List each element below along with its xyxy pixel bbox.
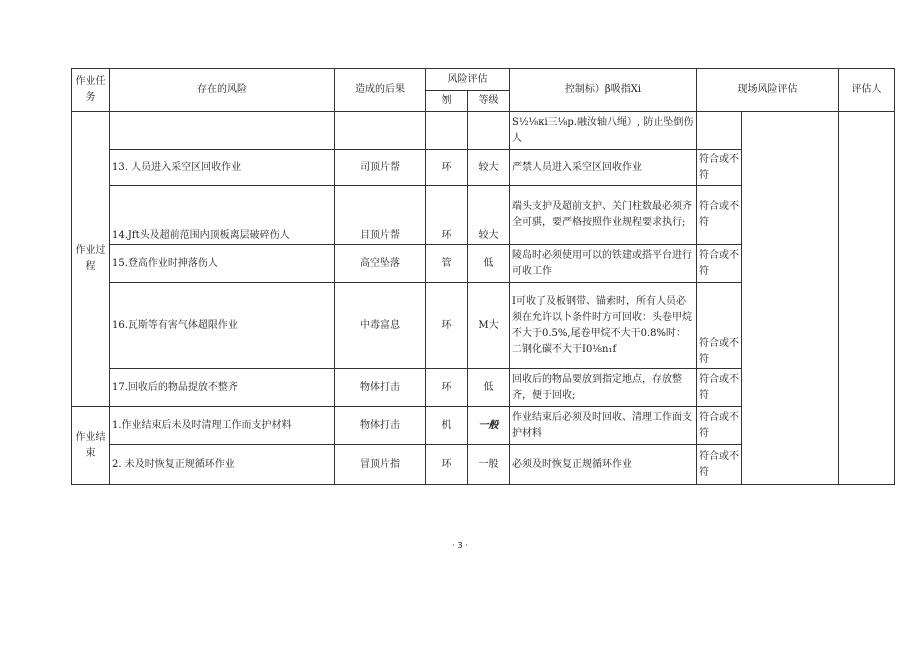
eval-cell: 环: [426, 445, 468, 485]
eval-cell: 环: [426, 283, 468, 369]
result-cell: 符合或不符: [697, 245, 742, 283]
level-cell: 低: [468, 245, 510, 283]
group-label-process: 作业过程: [72, 112, 110, 407]
result-cell: 符合或不符: [697, 283, 742, 369]
control-cell: 端头支护及超前支护、关门柱数最必须齐全可骐，要严格按照作业规程要求执行;: [510, 186, 697, 245]
eval-cell: 环: [426, 150, 468, 186]
control-cell: 陵岛时必须使用可以的铁建或搭平台进行可收工作: [510, 245, 697, 283]
control-cell: 回收后的物品要放到指定地点，存放整齐，便于回收;: [510, 369, 697, 407]
header-task: 作业任务: [72, 69, 110, 112]
level-cell: 较大: [468, 150, 510, 186]
consequence-cell: 司顶片帮: [335, 150, 426, 186]
consequence-cell: 高空坠落: [335, 245, 426, 283]
page-number: · 3 ·: [452, 541, 468, 550]
eval-cell: 机: [426, 407, 468, 445]
header-risk: 存在的风险: [110, 69, 335, 112]
level-cell: 较大: [468, 186, 510, 245]
header-eval-sub2: 等级: [468, 91, 510, 112]
result-cell: 符合或不符: [697, 150, 742, 186]
consequence-cell: 中毒富息: [335, 283, 426, 369]
risk-cell: 15.登高作业时抻落伤人: [110, 245, 335, 283]
onsite-blank: [742, 112, 839, 485]
result-cell: 符合或不符: [697, 445, 742, 485]
header-onsite-eval: 现场风险评估: [697, 69, 839, 112]
result-cell: [697, 112, 742, 150]
control-cell: I可收了及板钢带、锚索时，所有人员必须在允许以卜条件时方可回收：头卷甲烷不大于0.5%,尾卷甲烷不大干0.8%时：二钢化碳不大干I0⅛n₁f: [510, 283, 697, 369]
control-cell: S½⅛κi三⅛p.融汝轴八绳）, 防止坠倒伤人: [510, 112, 697, 150]
risk-cell: 1.作业结束后未及时清理工作而支护材料: [110, 407, 335, 445]
result-cell: 符合或不符: [697, 369, 742, 407]
risk-cell: 14.Jft头及超前范围内顶板离层破碎伤人: [110, 186, 335, 245]
eval-cell: 环: [426, 186, 468, 245]
header-eval-sub1: 刎: [426, 91, 468, 112]
header-row: [72, 69, 895, 91]
consequence-cell: [335, 112, 426, 150]
level-cell: 低: [468, 369, 510, 407]
level-cell: M大: [468, 283, 510, 369]
group-label-end: 作业结束: [72, 407, 110, 485]
risk-cell: 2. 未及时恢复正规循环作业: [110, 445, 335, 485]
risk-cell: 17.回收后的物品提放不整齐: [110, 369, 335, 407]
level-cell: 一般: [468, 445, 510, 485]
level-cell: [468, 112, 510, 150]
risk-assessment-table: [71, 68, 895, 485]
result-cell: 符合或不符: [697, 186, 742, 245]
control-cell: 必须及时恢复正规循环作业: [510, 445, 697, 485]
header-risk-eval: 风险评估: [426, 69, 510, 91]
control-cell: 严禁人员进入采空区回收作业: [510, 150, 697, 186]
risk-cell: [110, 112, 335, 150]
result-cell: 符合或不符: [697, 407, 742, 445]
table-row: [72, 112, 895, 150]
risk-cell: 13. 人员进入采空区回收作业: [110, 150, 335, 186]
eval-cell: [426, 112, 468, 150]
header-assessor: 评估人: [839, 69, 895, 112]
header-consequence: 造成的后果: [335, 69, 426, 112]
consequence-cell: 冒顶片指: [335, 445, 426, 485]
consequence-cell: 目顶片帮: [335, 186, 426, 245]
eval-cell: 环: [426, 369, 468, 407]
header-control: 控制标）β吸指Xi: [510, 69, 697, 112]
risk-cell: 16.瓦斯等有害气体超限作业: [110, 283, 335, 369]
assessor-blank: [839, 112, 895, 485]
eval-cell: 管: [426, 245, 468, 283]
level-cell: 一般: [468, 407, 510, 445]
consequence-cell: 物体打击: [335, 369, 426, 407]
consequence-cell: 物体打击: [335, 407, 426, 445]
control-cell: 作业结束后必须及时回收、清理工作面支护材料: [510, 407, 697, 445]
